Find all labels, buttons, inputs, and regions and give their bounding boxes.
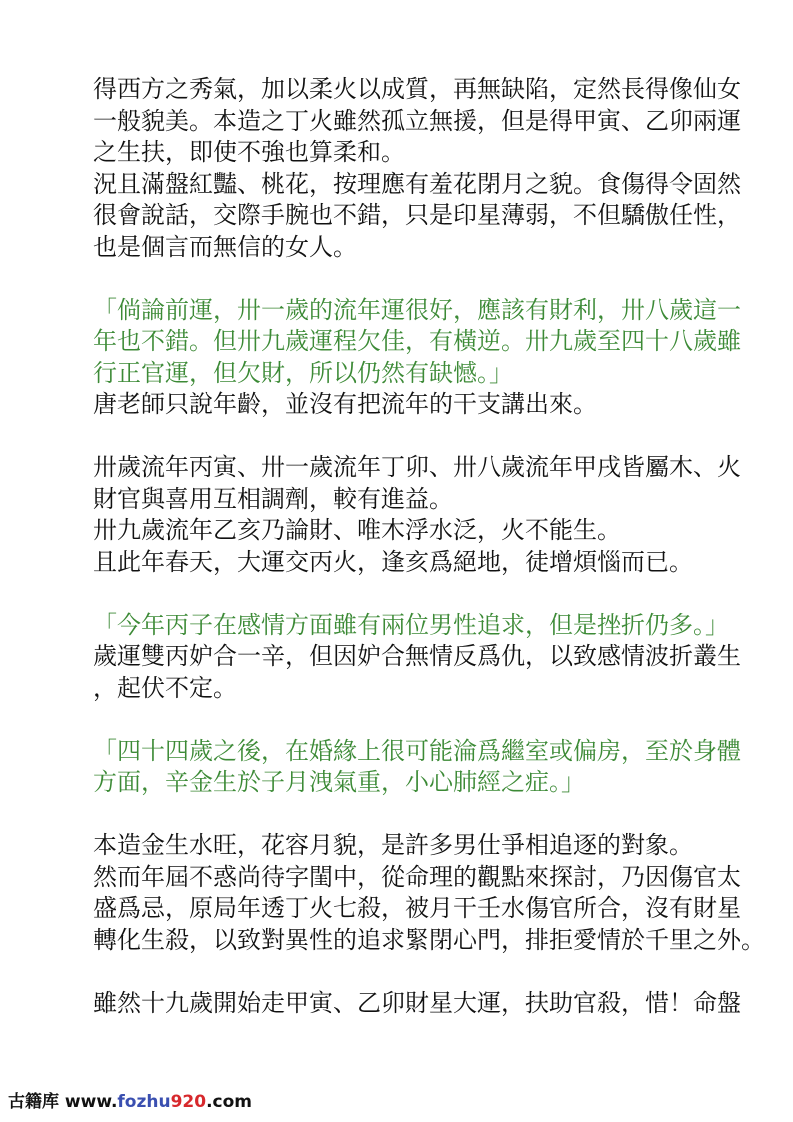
quote-line: 「今年丙子在感情方面雖有兩位男性追求，但是挫折仍多。」	[93, 610, 729, 639]
footer-url-fozhu: fozhu	[117, 1092, 171, 1112]
footer-url-prefix: www.	[59, 1092, 118, 1112]
text-line: 轉化生殺，以致對異性的追求緊閉心門，排拒愛情於千里之外。	[93, 925, 765, 954]
footer-brand: 古籍库	[8, 1092, 59, 1112]
text-line: 很會說話，交際手腕也不錯，只是印星薄弱，不但驕傲任性，	[93, 201, 741, 229]
document-body	[93, 74, 765, 1019]
quote-line: 「四十四歲之後，在婚緣上很可能淪爲繼室或偏房，至於身體	[93, 736, 741, 765]
text-line: 且此年春天，大運交丙火，逢亥爲絕地，徒增煩惱而已。	[93, 547, 693, 576]
text-line: 本造金生水旺，花容月貌，是許多男仕爭相追逐的對象。	[93, 831, 693, 859]
text-line: 卅九歲流年乙亥乃論財、唯木浮水泛，火不能生。	[93, 516, 621, 544]
paragraph-gap	[93, 956, 743, 988]
quote-3	[93, 736, 743, 799]
text-line: 唐老師只說年齡，並沒有把流年的干支講出來。	[93, 390, 597, 418]
text-line: 雖然十九歲開始走甲寅、乙卯財星大運，扶助官殺，惜！命盤	[93, 988, 741, 1017]
text-line: 然而年屆不惑尚待字閨中，從命理的觀點來探討，乃因傷官太	[93, 862, 741, 891]
paragraph-6	[93, 988, 743, 1020]
text-line: 盛爲忌，原局年透丁火七殺，被月干壬水傷官所合，沒有財星	[93, 894, 741, 922]
paragraph-1	[93, 74, 743, 263]
quote-2	[93, 610, 743, 642]
paragraph-5	[93, 830, 765, 956]
quote-line: 年也不錯。但卅九歲運程欠佳，有橫逆。卅九歲至四十八歲雖	[93, 327, 741, 355]
text-line: 一般貌美。本造之丁火雖然孤立無援，但是得甲寅、乙卯兩運	[93, 106, 741, 135]
text-line: ，起伏不定。	[93, 673, 237, 702]
text-line: 卅歲流年丙寅、卅一歲流年丁卯、卅八歲流年甲戌皆屬木、火	[93, 453, 741, 481]
paragraph-2	[93, 389, 743, 421]
paragraph-gap	[93, 263, 743, 295]
text-line: 之生扶，即使不強也算柔和。	[93, 138, 405, 166]
quote-1	[93, 295, 743, 390]
paragraph-4	[93, 641, 743, 704]
text-line: 歲運雙丙妒合一辛，但因妒合無情反爲仇，以致感情波折叢生	[93, 642, 741, 670]
paragraph-gap	[93, 578, 743, 610]
text-line: 也是個言而無信的女人。	[93, 232, 357, 261]
paragraph-3	[93, 452, 743, 578]
text-line: 況且滿盤紅豔、桃花，按理應有羞花閉月之貌。食傷得令固然	[93, 169, 741, 198]
text-line: 得西方之秀氣，加以柔火以成質，再無缺陷，定然長得像仙女	[93, 75, 741, 103]
quote-line: 行正官運，但欠財，所以仍然有缺憾。」	[93, 358, 513, 387]
paragraph-gap	[93, 799, 743, 831]
watermark-footer	[8, 1088, 252, 1116]
paragraph-gap	[93, 421, 743, 453]
paragraph-gap	[93, 704, 743, 736]
quote-line: 方面，辛金生於子月洩氣重，小心肺經之症。」	[93, 768, 585, 796]
footer-url-suffix: .com	[206, 1092, 253, 1112]
text-line: 財官與喜用互相調劑，較有進益。	[93, 484, 453, 513]
quote-line: 「倘論前運，卅一歲的流年運很好，應該有財利，卅八歲這一	[93, 295, 741, 324]
footer-url-920: 920	[170, 1092, 207, 1112]
